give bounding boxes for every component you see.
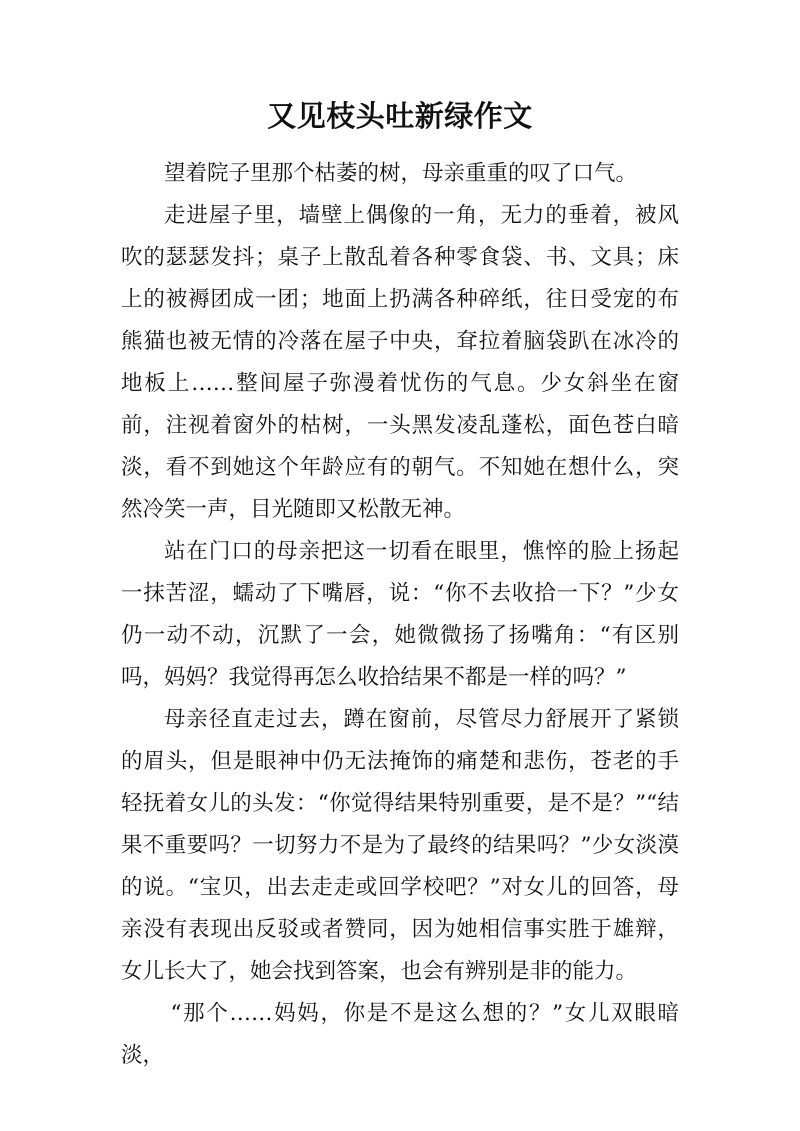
paragraph-2: 走进屋子里，墙壁上偶像的一角，无力的垂着，被风吹的瑟瑟发抖；桌子上散乱着各种零食袋、书、文具；床上的被褥团成一团；地面上扔满各种碎纸，往日受宠的布熊猫也被无情的冷落在屋子中央，耷拉着脑袋趴在冰冷的地板上……整间屋子弥漫着忧伤的气息。少女斜坐在窗前，注视着窗外的枯树，一头黑发凌乱蓬松，面色苍白暗淡，看不到她这个年龄应有的朝气。不知她在想什么，突然冷笑一声，目光随即又松散无神。 <box>121 203 679 522</box>
paragraph-3: 站在门口的母亲把这一切看在眼里，憔悴的脸上扬起一抹苦涩，蠕动了下嘴唇，说：“你不去收拾一下？”少女仍一动不动，沉默了一会，她微微扬了扬嘴角：“有区别吗，妈妈？我觉得再怎么收拾结果不都是一样的吗？” <box>121 539 679 690</box>
paragraph-4: 母亲径直走过去，蹲在窗前，尽管尽力舒展开了紧锁的眉头，但是眼神中仍无法掩饰的痛楚和悲伤，苍老的手轻抚着女儿的头发：“你觉得结果特别重要，是不是？”“结果不重要吗？一切努力不是为了最终的结果吗？”少女淡漠的说。“宝贝，出去走走或回学校吧？”对女儿的回答，母亲没有表现出反驳或者赞同，因为她相信事实胜于雄辩，女儿长大了，她会找到答案，也会有辨别是非的能力。 <box>121 707 679 984</box>
document-body <box>121 153 679 1077</box>
paragraph-5: “那个……妈妈，你是不是这么想的？”女儿双眼暗淡， <box>121 1001 679 1068</box>
document-title: 又见枝头吐新绿作文 <box>267 99 533 133</box>
paragraph-1: 望着院子里那个枯萎的树，母亲重重的叹了口气。 <box>164 161 638 186</box>
